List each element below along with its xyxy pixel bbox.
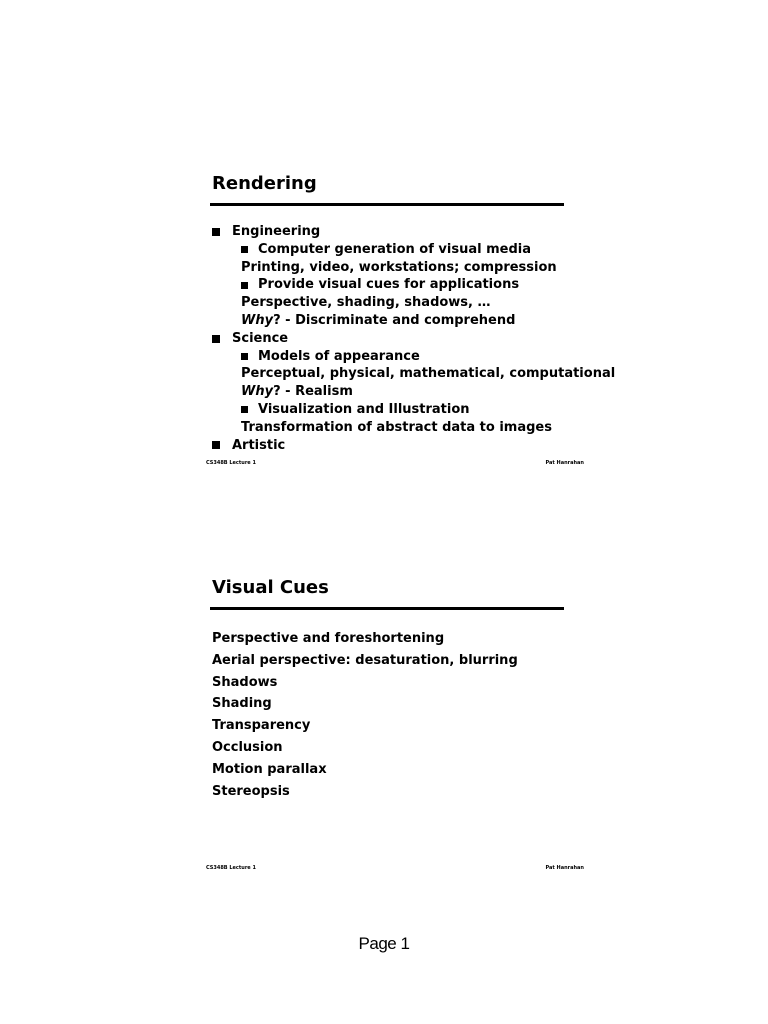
square-bullet-icon: [241, 282, 248, 289]
bullet-list: [212, 223, 615, 454]
slide-title: Rendering: [212, 173, 317, 194]
cue-list: [212, 628, 518, 802]
list-item: Stereopsis: [212, 783, 290, 799]
list-item: Engineering: [212, 223, 615, 241]
list-item: Artistic: [212, 437, 615, 455]
square-bullet-icon: [241, 353, 248, 360]
footer-author: Pat Hanrahan: [545, 865, 584, 871]
list-item: Aerial perspective: desaturation, blurring: [212, 652, 518, 668]
list-item: Perspective and foreshortening: [212, 631, 445, 646]
list-item: Models of appearance: [212, 348, 615, 366]
list-item: Shading: [212, 696, 272, 712]
list-item: Occlusion: [212, 739, 283, 755]
list-item: Transformation of abstract data to images: [241, 419, 552, 435]
square-bullet-icon: [241, 406, 248, 413]
list-item: Computer generation of visual media: [212, 241, 615, 259]
title-rule: [210, 607, 564, 610]
square-bullet-icon: [212, 228, 220, 236]
slide-visual-cues: [0, 500, 768, 920]
square-bullet-icon: [212, 441, 220, 449]
list-item: Printing, video, workstations; compression: [241, 259, 557, 275]
list-item: Why ? - Realism: [241, 384, 353, 400]
list-item: Motion parallax: [212, 761, 327, 777]
list-item: Why ? - Discriminate and comprehend: [241, 312, 516, 328]
list-item: Provide visual cues for applications: [212, 276, 615, 294]
slide-footer: [206, 865, 584, 871]
page-number: Page 1: [358, 934, 410, 953]
square-bullet-icon: [241, 246, 248, 253]
title-rule: [210, 203, 564, 206]
list-item: Science: [212, 330, 615, 348]
list-item: Perceptual, physical, mathematical, computational: [241, 366, 616, 382]
slide-rendering: [0, 0, 768, 500]
footer-course: CS348B Lecture 1: [206, 865, 256, 871]
footer-course: CS348B Lecture 1: [206, 460, 256, 466]
slide-title: Visual Cues: [212, 577, 329, 598]
list-item: Visualization and Illustration: [212, 401, 615, 419]
list-item: Transparency: [212, 718, 311, 734]
list-item: Shadows: [212, 674, 278, 690]
square-bullet-icon: [212, 335, 220, 343]
list-item: Perspective, shading, shadows, …: [241, 295, 491, 311]
footer-author: Pat Hanrahan: [545, 460, 584, 466]
slide-footer: [206, 460, 584, 466]
